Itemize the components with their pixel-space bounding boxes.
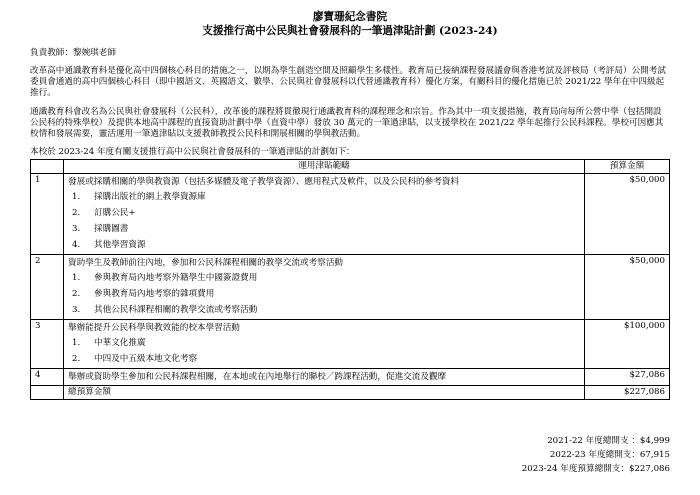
item-description: 舉辦或資助學生參加和公民科課程相關，在本地或在內地舉行的聯校／跨課程活動，促進交流及觀摩: [68, 372, 447, 382]
sub-item-number: 1.: [72, 338, 81, 348]
summary-line: 2023-24 年度預算總開支：$227,086: [521, 464, 670, 474]
sub-item-text: 中四及中五級本地文化考察: [94, 354, 198, 364]
sub-item-text: 其他公民科課程相關的教學交流或考察活動: [94, 305, 258, 315]
sub-item-text: 其他學習資源: [94, 240, 146, 250]
paragraph-1: 改革高中通識教育科是優化高中四個核心科目的措施之一，以期為學生創造空間及照顧學生多樣性。教育局已接納課程發展議會與香港考試及評核局（考評局）公開考試委員會通過的高中四個核心科目（即中國語文、英國語文、數學、公民與社會發展科以代替通識教育科）優化方案，有關科目的優化措施已於 2021/22 學年在中四級起推行。: [30, 66, 666, 98]
summary-line: 2021-22 年度總開支 ：$4,999: [547, 436, 670, 446]
row-item-cell: [64, 255, 585, 320]
sub-item-number: 3.: [72, 224, 81, 234]
document-page: [30, 10, 670, 400]
total-amount: $227,086: [585, 386, 670, 400]
row-item-cell: [64, 369, 585, 386]
table-row: [31, 255, 670, 320]
row-number-cell: 1: [31, 174, 64, 255]
sub-item-text: 採購出版社的網上教學資源庫: [94, 192, 206, 202]
table-header-row: [31, 160, 670, 174]
sub-item-number: 2.: [72, 289, 81, 299]
row-amount-cell: $100,000: [585, 320, 670, 369]
teacher-in-charge: 負責教師：黎婉琪老師: [30, 48, 116, 58]
item-description: 發展或採購相關的學與教資源（包括多媒體及電子教學資源）、應用程式及軟件，以及公民科的參考資料: [68, 177, 460, 187]
table-row: [31, 320, 670, 369]
sub-item: [72, 302, 580, 318]
sub-item-text: 訂購公民+: [94, 208, 136, 218]
expenditure-summary: [522, 434, 670, 476]
row-number-cell: 3: [31, 320, 64, 369]
sub-item: [72, 221, 580, 237]
sub-item: [72, 270, 580, 286]
row-amount-cell: $50,000: [585, 255, 670, 320]
header-number-cell: [31, 160, 64, 174]
header-amount-cell: 預算金額: [585, 160, 670, 174]
total-label: 總預算金額: [64, 386, 585, 400]
sub-item: [72, 351, 580, 367]
budget-table: [30, 159, 670, 400]
document-title: 支援推行高中公民與社會發展科的一筆過津貼計劃 (2023-24): [202, 25, 498, 37]
sub-item: [72, 286, 580, 302]
school-name: 廖寶珊紀念書院: [312, 11, 388, 23]
sub-item: [72, 205, 580, 221]
sub-item: [72, 335, 580, 351]
row-amount-cell: $27,086: [585, 369, 670, 386]
summary-line: 2022-23 年度總開支：67,915: [549, 450, 670, 460]
row-number-cell: 2: [31, 255, 64, 320]
sub-item-number: 2.: [72, 354, 81, 364]
item-description: 舉辦能提升公民科學與教效能的校本學習活動: [68, 323, 240, 333]
sub-item: [72, 189, 580, 205]
sub-item-text: 參與教育局內地考察的雜項費用: [94, 289, 215, 299]
sub-item-text: 參與教育局內地考察外籍學生中國簽證費用: [94, 273, 258, 283]
row-item-cell: [64, 174, 585, 255]
item-description: 資助學生及教師前往內地，參加和公民科課程相關的教學交流或考察活動: [68, 258, 344, 268]
row-amount-cell: $50,000: [585, 174, 670, 255]
table-row: [31, 174, 670, 255]
row-item-cell: [64, 320, 585, 369]
sub-item-number: 4.: [72, 240, 81, 250]
sub-item-number: 3.: [72, 305, 81, 315]
sub-item-number: 1.: [72, 273, 81, 283]
sub-item-text: 採購圖書: [94, 224, 129, 234]
header-item-cell: 運用津貼範疇: [64, 160, 585, 174]
table-row: [31, 369, 670, 386]
plan-intro: 本校於 2023-24 年度有關支援推行高中公民與社會發展科的一筆過津貼的計劃如下：: [30, 147, 355, 157]
paragraph-2: 通識教育科會改名為公民與社會發展科（公民科），改革後的課程將貫徹現行通識教育科的課程理念和宗旨。作為其中一項支援措施，教育局向每所公營中學（包括開設公民科的特殊學校）及提供本地高中課程的直接資助計劃中學（直資中學）發放 30 萬元的一筆過津貼，以支援學校在 2021/22 學年起推行公民科課程。學校可因應其校情和發展需要，靈活運用一筆過津貼以支援教師教授公民科和開展相關的學與教活動。: [30, 107, 664, 139]
total-number-cell: [31, 386, 64, 400]
total-row: [31, 386, 670, 400]
sub-item-number: 1.: [72, 192, 81, 202]
table-body: [31, 174, 670, 400]
sub-item-number: 2.: [72, 208, 81, 218]
row-number-cell: 4: [31, 369, 64, 386]
sub-item-text: 中華文化推廣: [94, 338, 146, 348]
sub-item: [72, 237, 580, 253]
